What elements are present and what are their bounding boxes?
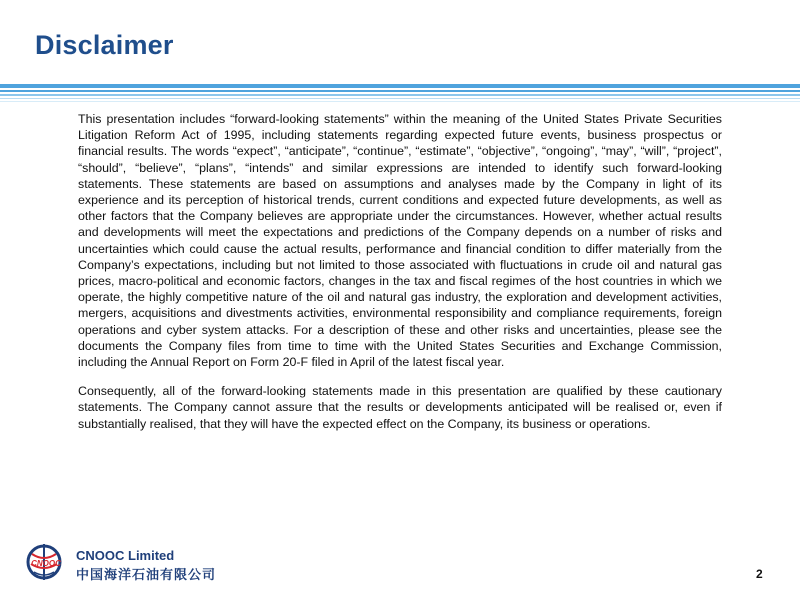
company-logo (22, 540, 232, 584)
disclaimer-paragraph-1: This presentation includes “forward-looking statements” within the meaning of the United States Private Securities Litigation Reform Act of 1995, including statements regarding expected future events, business prospectus or financial results. The words “expect”, “anticipate”, “continue”, “estimate”, “objective”, “ongoing”, “may”, “will”, “project”, “should”, “believe”, “plans”, “intends” and similar expressions are intended to identify such forward-looking statements. These statements are based on assumptions and analyses made by the Company in light of its experience and its perception of historical trends, current conditions and expected future developments, as well as other factors that the Company believes are appropriate under the circumstances. However, whether actual results and developments will meet the expectations and predictions of the Company depends on a number of risks and uncertainties which could cause the actual results, performance and financial condition to differ materially from the Company’s expectations, including but not limited to those associated with fluctuations in crude oil and natural gas prices, macro-political and economic factors, changes in the tax and fiscal regimes of the host countries in which we operate, the highly competitive nature of the oil and natural gas industry, the exploration and development activities, mergers, acquisitions and divestments activities, environmental responsibility and compliance requirements, foreign operations and cyber system attacks. For a description of these and other risks and uncertainties, please see the documents the Company files from time to time with the United States Securities and Exchange Commission, including the Annual Report on Form 20-F filed in April of the latest fiscal year. (78, 112, 722, 370)
disclaimer-body (78, 111, 722, 445)
header-band (0, 101, 800, 102)
company-name-en: CNOOC Limited (76, 548, 175, 563)
page-number: 2 (756, 567, 763, 581)
disclaimer-paragraph-2: Consequently, all of the forward-looking statements made in this presentation are qualified by these cautionary statements. The Company cannot assure that the results or developments anticipated will be realised or, even if substantially realised, that they will have the expected effect on the Company, its business or operations. (78, 384, 722, 431)
header-band (0, 84, 800, 88)
slide-title: Disclaimer (35, 30, 174, 60)
company-name-zh: 中国海洋石油有限公司 (76, 568, 217, 583)
logo-mark-text: CNOOC (31, 559, 61, 568)
header-band (0, 90, 800, 92)
header-band (0, 98, 800, 99)
cnooc-logo-icon (22, 540, 72, 584)
header-band (0, 94, 800, 96)
